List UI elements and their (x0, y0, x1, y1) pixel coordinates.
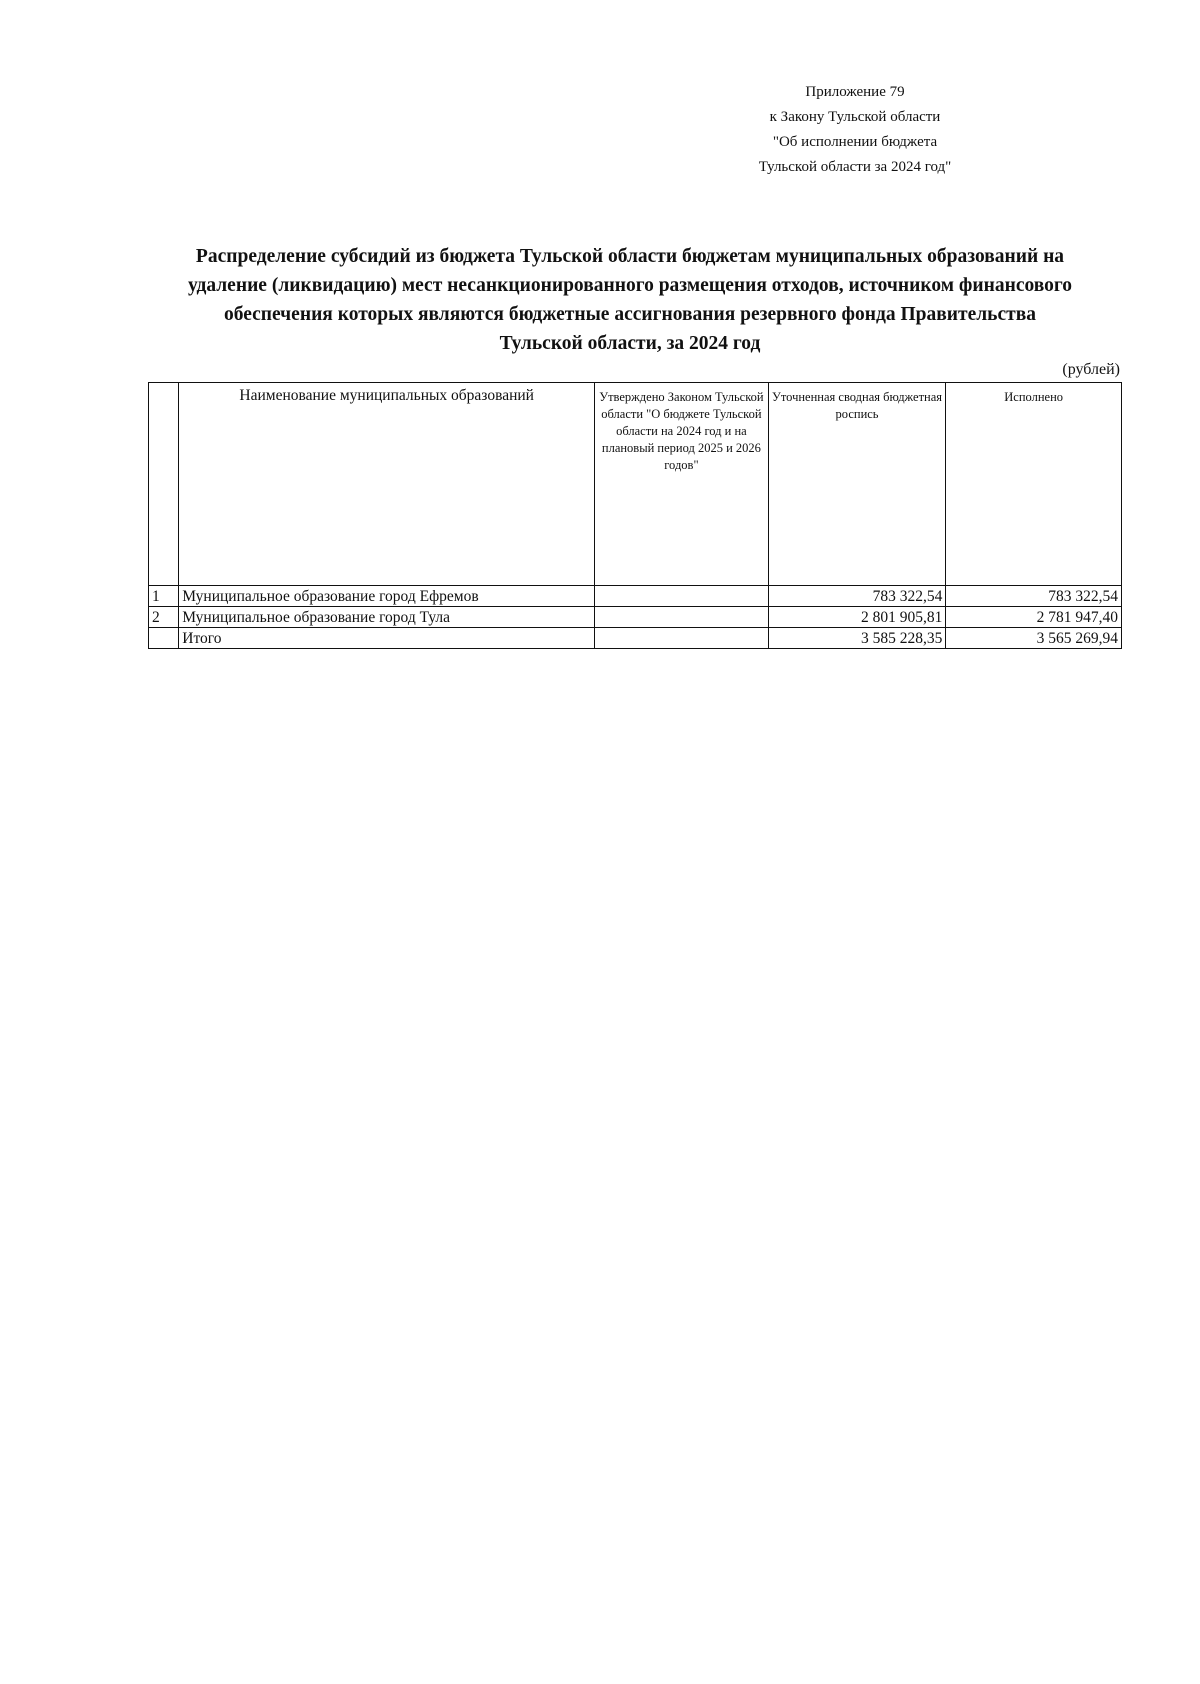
title-line: обеспечения которых являются бюджетные ассигнования резервного фонда Правительства (223, 304, 1036, 325)
total-executed: 3 565 269,94 (946, 628, 1122, 649)
title-line: Тульской области, за 2024 год (499, 333, 761, 354)
total-number (149, 628, 179, 649)
row-number: 2 (149, 607, 179, 628)
table-row (149, 607, 1122, 628)
appendix-line: "Об исполнении бюджета (772, 134, 938, 150)
appendix-line: Тульской области за 2024 год" (758, 159, 952, 175)
title-line: удаление (ликвидацию) мест несанкционированного размещения отходов, источником финансового (187, 275, 1073, 296)
total-refined: 3 585 228,35 (768, 628, 946, 649)
row-refined: 783 322,54 (768, 586, 946, 607)
appendix-header (690, 80, 1020, 180)
header-executed: Исполнено (946, 383, 1122, 586)
header-approved: Утверждено Законом Тульской области "О бюджете Тульской области на 2024 год и на плановый период 2025 и 2026 годов" (595, 383, 769, 586)
total-name: Итого (179, 628, 595, 649)
row-executed: 783 322,54 (946, 586, 1122, 607)
subsidy-table (148, 382, 1122, 649)
total-approved (595, 628, 769, 649)
appendix-line: Приложение 79 (805, 84, 905, 100)
row-number: 1 (149, 586, 179, 607)
table-row (149, 586, 1122, 607)
header-name: Наименование муниципальных образований (179, 383, 595, 586)
units-label: (рублей) (1062, 361, 1120, 378)
row-executed: 2 781 947,40 (946, 607, 1122, 628)
table-total-row (149, 628, 1122, 649)
header-refined: Уточненная сводная бюджетная роспись (768, 383, 946, 586)
row-name: Муниципальное образование город Тула (179, 607, 595, 628)
row-refined: 2 801 905,81 (768, 607, 946, 628)
document-title (140, 242, 1120, 358)
appendix-line: к Закону Тульской области (769, 109, 941, 125)
row-approved (595, 586, 769, 607)
title-line: Распределение субсидий из бюджета Тульской области бюджетам муниципальных образований на (195, 246, 1065, 267)
row-name: Муниципальное образование город Ефремов (179, 586, 595, 607)
header-number (149, 383, 179, 586)
table-header-row (149, 383, 1122, 586)
row-approved (595, 607, 769, 628)
